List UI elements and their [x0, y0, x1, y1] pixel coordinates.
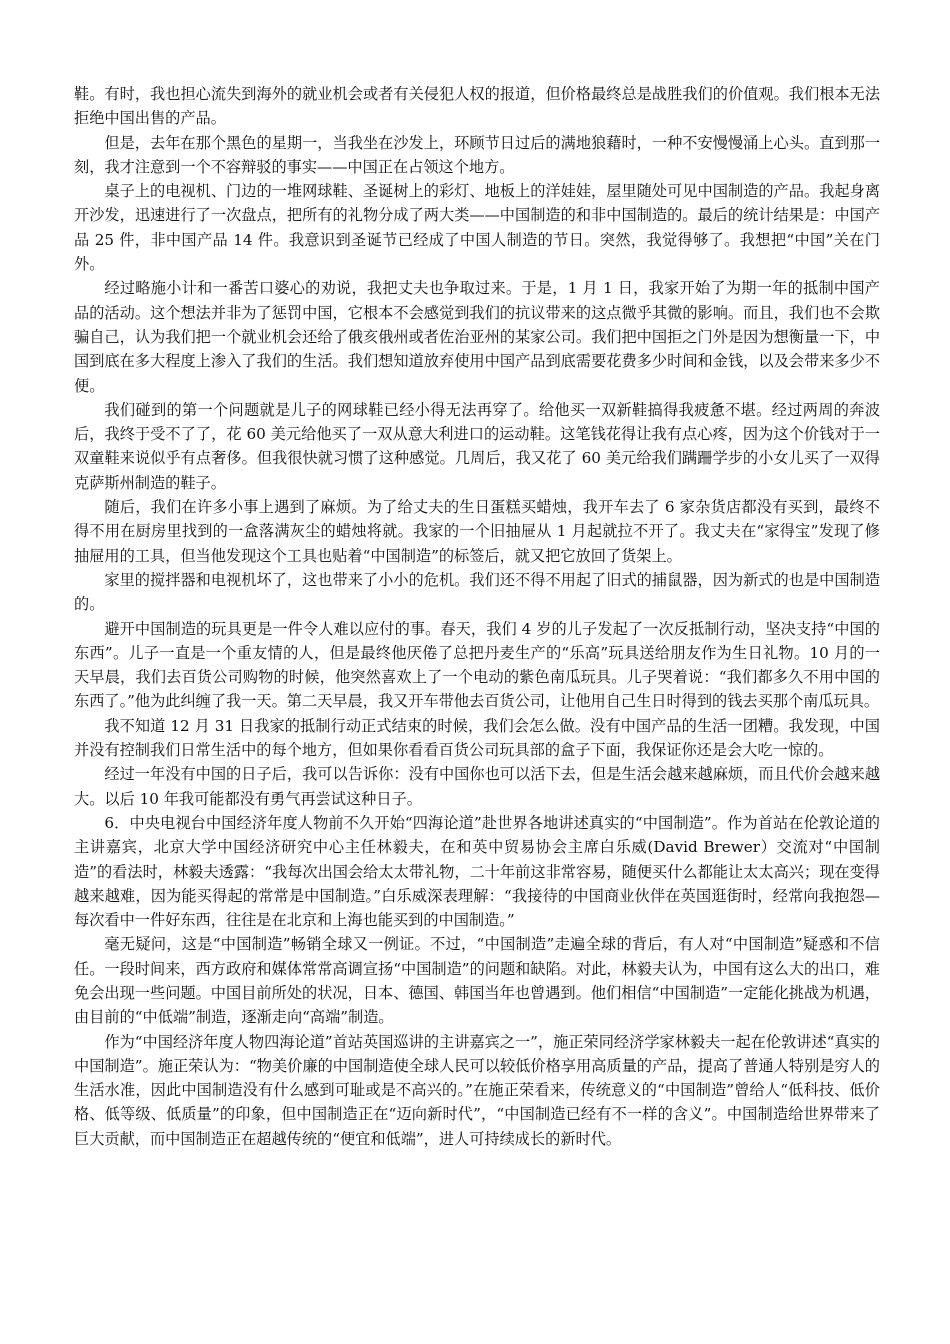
paragraph-item-6: 6．中央电视台中国经济年度人物前不久开始“四海论道”赴世界各地讲述真实的“中国制造”。作为首站在伦敦论道的主讲嘉宾，北京大学中国经济研究中心主任林毅夫，在和英中贸易协会主席白乐威(David Brewer）交流对“中国制造”的看法时，林毅夫透露：“我每次出国会给太太带礼物，二十年前这非常容易，随便买什么都能让太太高兴；现在变得越来越难，因为能买得起的常常是中国制造。”白乐威深表理解：“我接待的中国商业伙伴在英国逛街时，经常向我抱怨—每次看中一件好东西，往往是在北京和上海也能买到的中国制造。” [74, 813, 880, 930]
paragraph: 随后，我们在许多小事上遇到了麻烦。为了给丈夫的生日蛋糕买蜡烛，我开车去了 6 家杂货店都没有买到，最终不得不用在厨房里找到的一盒落满灰尘的蜡烛将就。我家的一个旧抽屉从 1 月起就拉不开了。我丈夫在“家得宝”发现了修抽屉用的工具，但当他发现这个工具也贴着“中国制造”的标签后，就又把它放回了货架上。 [74, 498, 880, 565]
paragraph: 我不知道 12 月 31 日我家的抵制行动正式结束的时候，我们会怎么做。没有中国产品的生活一团糟。我发现，中国并没有控制我们日常生活中的每个地方，但如果你看看百货公司玩具部的盒子下面，我保证你还是会大吃一惊的。 [74, 716, 880, 760]
paragraph: 避开中国制造的玩具更是一件令人难以应付的事。春天，我们 4 岁的儿子发起了一次反抵制行动，坚决支持“中国的东西”。儿子一直是一个重友情的人，但是最终他厌倦了总把丹麦生产的“乐高”玩具送给朋友作为生日礼物。10 月的一天早晨，我们去百货公司购物的时候，他突然喜欢上了一个电动的紫色南瓜玩具。儿子哭着说：“我们都多久不用中国的东西了。”他为此纠缠了我一天。第二天早晨，我又开车带他去百货公司，让他用自己生日时得到的钱去买那个南瓜玩具。 [74, 619, 880, 711]
paragraph-continued: 鞋。有时，我也担心流失到海外的就业机会或者有关侵犯人权的报道，但价格最终总是战胜我们的价值观。我们根本无法拒绝中国出售的产品。 [74, 85, 880, 128]
paragraph: 桌子上的电视机、门边的一堆网球鞋、圣诞树上的彩灯、地板上的洋娃娃，屋里随处可见中国制造的产品。我起身离开沙发，迅速进行了一次盘点，把所有的礼物分成了两大类——中国制造的和非中国制造的。最后的统计结果是：中国产品 25 件，非中国产品 14 件。我意识到圣诞节已经成了中国人制造的节日。突然，我觉得够了。我想把“中国”关在门外。 [74, 182, 880, 274]
paragraph: 我们碰到的第一个问题就是儿子的网球鞋已经小得无法再穿了。给他买一双新鞋搞得我疲惫不堪。经过两周的奔波后，我终于受不了了，花 60 美元给他买了一双从意大利进口的运动鞋。这笔钱花得让我有点心疼，因为这个价钱对于一双童鞋来说似乎有点奢侈。但我很快就习惯了这种感觉。几周后，我又花了 60 美元给我们蹒跚学步的小女儿买了一双得克萨斯州制造的鞋子。 [74, 400, 880, 492]
paragraph: 但是，去年在那个黑色的星期一，当我坐在沙发上，环顾节日过后的满地狼藉时，一种不安慢慢涌上心头。直到那一刻，我才注意到一个不容辩驳的事实——中国正在占领这个地方。 [74, 133, 880, 176]
paragraph: 家里的搅拌器和电视机坏了，这也带来了小小的危机。我们还不得不用起了旧式的捕鼠器，因为新式的也是中国制造的。 [74, 570, 880, 614]
paragraph: 经过一年没有中国的日子后，我可以告诉你：没有中国你也可以活下去，但是生活会越来越麻烦，而且代价会越来越大。以后 10 年我可能都没有勇气再尝试这种日子。 [74, 765, 880, 808]
paragraph: 作为“中国经济年度人物四海论道”首站英国巡讲的主讲嘉宾之一”，施正荣同经济学家林毅夫一起在伦敦讲述“真实的中国制造”。施正荣认为：“物美价廉的中国制造使全球人民可以较低价格享用高质量的产品，提高了普通人特别是穷人的生活水准，因此中国制造没有什么感到可耻或是不高兴的。”在施正荣看来，传统意义的“中国制造”曾给人“低科技、低价格、低等级、低质量”的印象，但中国制造正在“迈向新时代”，“中国制造已经有不一样的含义”。中国制造给世界带来了巨大贡献，而中国制造正在超越传统的“便宜和低端”，进人可持续成长的新时代。 [74, 1032, 880, 1148]
paragraph: 毫无疑问，这是“中国制造”畅销全球又一例证。不过，“中国制造”走遍全球的背后，有人对“中国制造”疑惑和不信任。一段时间来，西方政府和媒体常常高调宣扬“中国制造”的问题和缺陷。对此，林毅夫认为，中国有这么大的出口，难免会出现一些问题。中国目前所处的状况，日本、德国、韩国当年也曾遇到。他们相信“中国制造”一定能化挑战为机遇，由目前的“中低端”制造，逐渐走向“高端”制造。 [74, 935, 880, 1027]
document-page [74, 82, 880, 1151]
paragraph: 经过略施小计和一番苦口婆心的劝说，我把丈夫也争取过来。于是，1 月 1 日，我家开始了为期一年的抵制中国产品的活动。这个想法并非为了惩罚中国，它根本不会感觉到我们的抗议带来的这点微乎其微的影响。而且，我们也不会欺骗自己，认为我们把一个就业机会还给了俄亥俄州或者佐治亚州的某家公司。我们把中国拒之门外是因为想衡量一下，中国到底在多大程度上渗入了我们的生活。我们想知道放弃使用中国产品到底需要花费多少时间和金钱，以及会带来多少不便。 [74, 279, 880, 395]
